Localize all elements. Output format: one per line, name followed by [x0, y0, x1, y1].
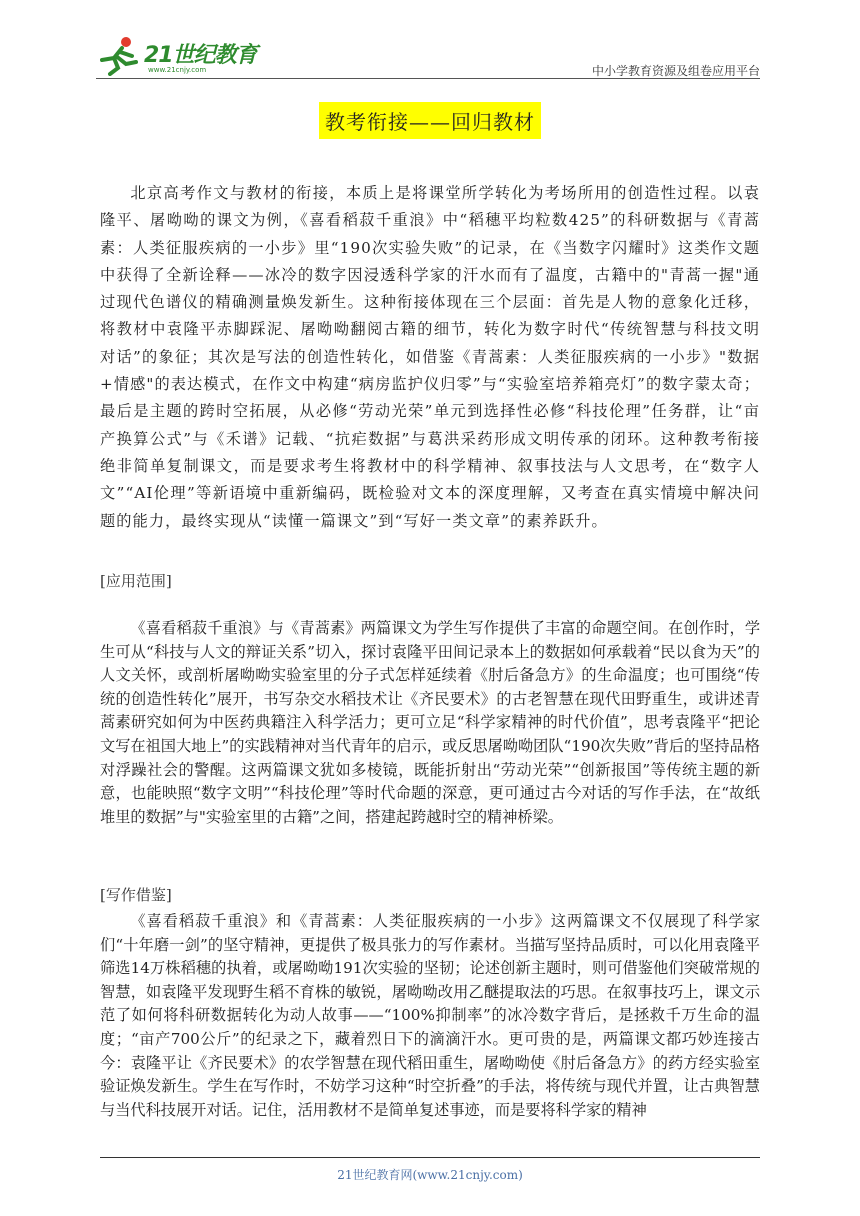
logo-text: 21世纪教育 — [144, 43, 257, 68]
document-title: 教考衔接——回归教材 — [319, 102, 541, 139]
section-label-application-scope: [应用范围] — [100, 572, 172, 590]
section-label-writing-reference: [写作借鉴] — [100, 886, 172, 904]
site-logo[interactable] — [96, 36, 266, 78]
footer-text[interactable]: 21世纪教育网(www.21cnjy.com) — [337, 1168, 523, 1182]
header-divider — [96, 78, 760, 79]
footer-divider — [100, 1157, 760, 1158]
page-header — [96, 30, 760, 78]
writing-reference-paragraph: 《喜看稻菽千重浪》和《青蒿素：人类征服疾病的一小步》这两篇课文不仅展现了科学家们“十年磨一剑”的坚守精神，更提供了极具张力的写作素材。当描写坚持品质时，可以化用袁隆平筛选14万株稻穗的执着，或屠呦呦191次实验的坚韧；论述创新主题时，则可借鉴他们突破常规的智慧，如袁隆平发现野生稻不育株的敏锐，屠呦呦改用乙醚提取法的巧思。在叙事技巧上，课文示范了如何将科研数据转化为动人故事——“100%抑制率”的冰冷数字背后，是拯救千万生命的温度；“亩产700公斤”的纪录之下，藏着烈日下的滴滴汗水。更可贵的是，两篇课文都巧妙连接古今：袁隆平让《齐民要术》的农学智慧在现代稻田重生，屠呦呦使《肘后备急方》的药方经实验室验证焕发新生。学生在写作时，不妨学习这种“时空折叠”的手法，将传统与现代并置，让古典智慧与当代科技展开对话。记住，活用教材不是简单复述事迹，而是要将科学家的精神 — [100, 912, 760, 1119]
logo-url: www.21cnjy.com — [148, 66, 207, 74]
runner-logo-icon — [96, 36, 146, 76]
intro-paragraph: 北京高考作文与教材的衔接，本质上是将课堂所学转化为考场所用的创造性过程。以袁隆平、屠呦呦的课文为例，《喜看稻菽千重浪》中“稻穗平均粒数425”的科研数据与《青蒿素：人类征服疾病的一小步》里“190次实验失败”的记录，在《当数字闪耀时》这类作文题中获得了全新诠释——冰冷的数字因浸透科学家的汗水而有了温度，古籍中的"青蒿一握"通过现代色谱仪的精确测量焕发新生。这种衔接体现在三个层面：首先是人物的意象化迁移，将教材中袁隆平赤脚踩泥、屠呦呦翻阅古籍的细节，转化为数字时代“传统智慧与科技文明对话”的象征；其次是写法的创造性转化，如借鉴《青蒿素：人类征服疾病的一小步》"数据+情感"的表达模式，在作文中构建“病房监护仪归零”与“实验室培养箱亮灯”的数字蒙太奇；最后是主题的跨时空拓展，从必修“劳动光荣”单元到选择性必修“科技伦理”任务群，让“亩产换算公式”与《禾谱》记载、“抗疟数据”与葛洪采药形成文明传承的闭环。这种教考衔接绝非简单复制课文，而是要求考生将教材中的科学精神、叙事技法与人文思考，在“数字人文”“AI伦理”等新语境中重新编码，既检验对文本的深度理解，又考查在真实情境中解决问题的能力，最终实现从“读懂一篇课文”到“写好一类文章”的素养跃升。 — [100, 184, 761, 530]
application-scope-paragraph: 《喜看稻菽千重浪》与《青蒿素》两篇课文为学生写作提供了丰富的命题空间。在创作时，学生可从“科技与人文的辩证关系”切入，探讨袁隆平田间记录本上的数据如何承载着“民以食为天”的人文关怀，或剖析屠呦呦实验室里的分子式怎样延续着《肘后备急方》的生命温度；也可围绕“传统的创造性转化”展开，书写杂交水稻技术让《齐民要术》的古老智慧在现代田野重生，或讲述青蒿素研究如何为中医药典籍注入科学活力；更可立足“科学家精神的时代价值”，思考袁隆平“把论文写在祖国大地上”的实践精神对当代青年的启示，或反思屠呦呦团队“190次失败”背后的坚持品格对浮躁社会的警醒。这两篇课文犹如多棱镜，既能折射出“劳动光荣”“创新报国”等传统主题的新意，也能映照“数字文明”“科技伦理”等时代命题的深意，更可通过古今对话的写作手法，在“故纸堆里的数据”与"实验室里的古籍”之间，搭建起跨越时空的精神桥梁。 — [100, 619, 760, 826]
platform-name: 中小学教育资源及组卷应用平台 — [591, 64, 760, 78]
